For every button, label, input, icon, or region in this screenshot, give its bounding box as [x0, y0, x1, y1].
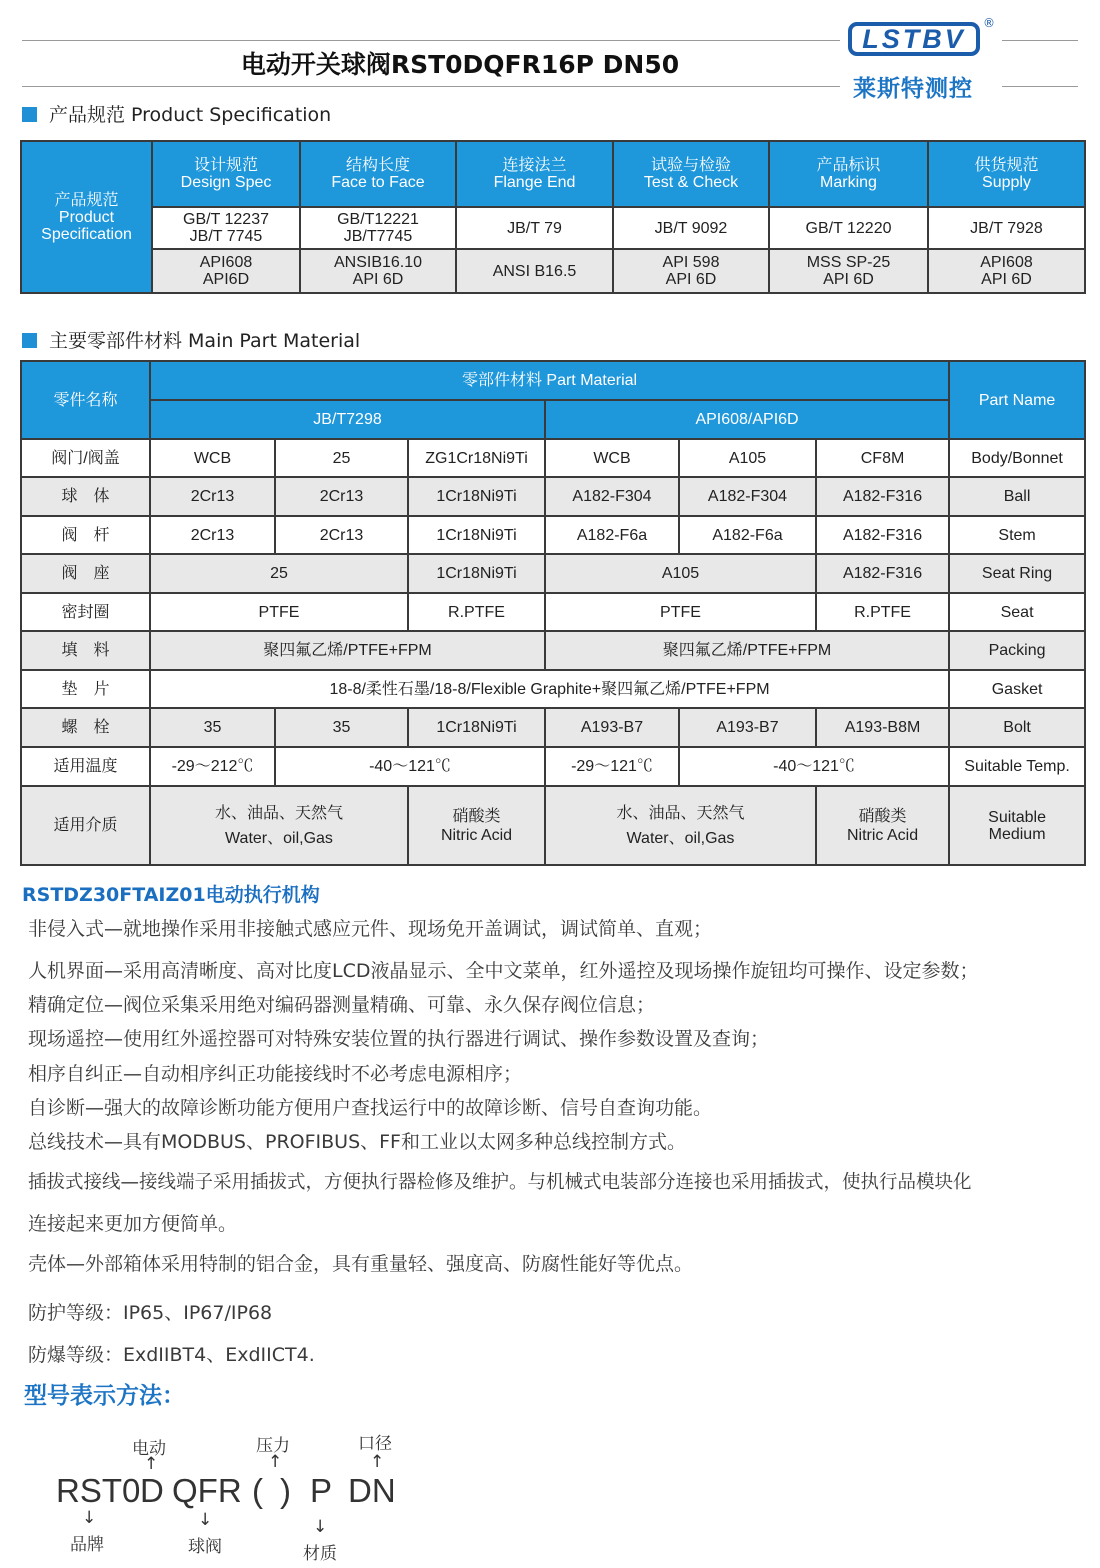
part-name-cn-header: 零件名称: [21, 361, 150, 439]
part-name-cn: 螺 栓: [21, 708, 150, 747]
feature-line: 插拔式接线—接线端子采用插拔式，方便执行器检修及维护。与机械式电装部分连接也采用插拔式，使执行品模块化: [28, 1172, 972, 1193]
material-cell: PTFE: [150, 593, 408, 631]
part-name-cn: 阀 杆: [21, 516, 150, 554]
spec-col-flange: 连接法兰 Flange End: [456, 141, 613, 207]
material-cell: 1Cr18Ni9Ti: [408, 516, 545, 554]
code-paren-open: (: [252, 1472, 263, 1509]
part-name-en: Seat Ring: [949, 554, 1085, 593]
material-cell: CF8M: [816, 439, 949, 477]
spec-cell: MSS SP-25 API 6D: [769, 249, 928, 293]
material-cell: ZG1Cr18Ni9Ti: [408, 439, 545, 477]
material-cell: A105: [679, 439, 816, 477]
material-cell: -40～121℃: [275, 747, 545, 786]
material-cell: 聚四氟乙烯/PTFE+FPM: [150, 631, 545, 670]
spec-cell: JB/T 79: [456, 207, 613, 249]
standard-api-header: API608/API6D: [545, 400, 949, 439]
material-cell: 水、油品、天然气 Water、oil,Gas: [545, 786, 816, 865]
spec-cell: GB/T12221 JB/T7745: [300, 207, 456, 249]
arrow-down-icon: ↓: [313, 1517, 328, 1537]
arrow-up-icon: ↑: [268, 1452, 283, 1472]
header-rule-right-bottom: [1002, 86, 1078, 87]
label-electric: 电动: [132, 1439, 166, 1459]
material-cell: 聚四氟乙烯/PTFE+FPM: [545, 631, 949, 670]
material-cell: A193-B8M: [816, 708, 949, 747]
material-section-heading: 主要零部件材料 Main Part Material: [22, 326, 360, 353]
material-cell: 35: [275, 708, 408, 747]
material-cell: WCB: [545, 439, 679, 477]
feature-line: 相序自纠正—自动相序纠正功能接线时不必考虑电源相序；: [28, 1063, 523, 1085]
table-row: [21, 477, 1085, 516]
arrow-down-icon: ↓: [198, 1510, 213, 1530]
part-name-en: Seat: [949, 593, 1085, 631]
part-name-cn: 填 料: [21, 631, 150, 670]
spec-col-marking: 产品标识 Marking: [769, 141, 928, 207]
part-name-en: Gasket: [949, 670, 1085, 708]
material-cell: 1Cr18Ni9Ti: [408, 554, 545, 593]
material-cell: 18-8/柔性石墨/18-8/Flexible Graphite+聚四氟乙烯/PTFE+FPM: [150, 670, 949, 708]
part-name-en: Suitable Temp.: [949, 747, 1085, 786]
part-material-header: 零部件材料 Part Material: [150, 361, 949, 400]
spec-cell: API608 API6D: [152, 249, 300, 293]
label-pressure: 压力: [256, 1436, 290, 1456]
part-name-en: Suitable Medium: [949, 786, 1085, 865]
page-title: 电动开关球阀RST0DQFR16P DN50: [240, 50, 680, 79]
table-row: [21, 593, 1085, 631]
label-brand: 品牌: [70, 1535, 104, 1555]
spec-cell: API 598 API 6D: [613, 249, 769, 293]
spec-cell: JB/T 9092: [613, 207, 769, 249]
material-cell: A193-B7: [679, 708, 816, 747]
table-row: [21, 631, 1085, 670]
square-bullet-icon: [22, 107, 37, 122]
material-cell: A193-B7: [545, 708, 679, 747]
feature-line: 非侵入式—就地操作采用非接触式感应元件、现场免开盖调试，调试简单、直观；: [28, 918, 713, 940]
part-name-en-header: Part Name: [949, 361, 1085, 439]
label-ball-valve: 球阀: [188, 1537, 222, 1557]
feature-line: 总线技术—具有MODBUS、PROFIBUS、FF和工业以太网多种总线控制方式。: [28, 1131, 686, 1153]
feature-line: 自诊断—强大的故障诊断功能方便用户查找运行中的故障诊断、信号自查询功能。: [28, 1097, 713, 1119]
material-cell: 25: [150, 554, 408, 593]
part-name-en: Body/Bonnet: [949, 439, 1085, 477]
feature-line: 人机界面—采用高清晰度、高对比度LCD液晶显示、全中文菜单，红外遥控及现场操作旋钮均可操作、设定参数；: [28, 960, 979, 982]
table-row: [21, 708, 1085, 747]
feature-line: 现场遥控—使用红外遥控器可对特殊安装位置的执行器进行调试、操作参数设置及查询；: [28, 1028, 770, 1050]
square-bullet-icon: [22, 333, 37, 348]
material-cell: A182-F304: [545, 477, 679, 516]
material-cell: -29～121℃: [545, 747, 679, 786]
model-code-title: 型号表示方法：: [24, 1383, 185, 1409]
material-cell: 硝酸类 Nitric Acid: [408, 786, 545, 865]
part-name-cn: 阀 座: [21, 554, 150, 593]
arrow-down-icon: ↓: [82, 1508, 97, 1528]
material-cell: PTFE: [545, 593, 816, 631]
arrow-up-icon: ↑: [144, 1454, 159, 1474]
material-cell: A182-F304: [679, 477, 816, 516]
spec-cell: API608 API 6D: [928, 249, 1085, 293]
part-name-en: Packing: [949, 631, 1085, 670]
table-row: [21, 554, 1085, 593]
material-cell: A182-F316: [816, 554, 949, 593]
table-row: [21, 786, 1085, 865]
header-rule-left: [22, 40, 840, 41]
explosion-rating: 防爆等级：ExdIIBT4、ExdIICT4.: [28, 1344, 315, 1366]
protection-rating: 防护等级：IP65、IP67/IP68: [28, 1302, 273, 1324]
material-cell: 25: [275, 439, 408, 477]
part-name-en: Ball: [949, 477, 1085, 516]
registered-mark: ®: [983, 16, 995, 30]
spec-col-face: 结构长度 Face to Face: [300, 141, 456, 207]
part-name-cn: 阀门/阀盖: [21, 439, 150, 477]
part-name-cn: 垫 片: [21, 670, 150, 708]
spec-cell: ANSIB16.10 API 6D: [300, 249, 456, 293]
material-cell: A182-F316: [816, 477, 949, 516]
part-name-en: Bolt: [949, 708, 1085, 747]
material-cell: WCB: [150, 439, 275, 477]
brand-name: 莱斯特测控: [853, 76, 973, 102]
actuator-title: RSTDZ30FTAIZ01电动执行机构: [22, 884, 320, 906]
material-cell: -40～121℃: [679, 747, 949, 786]
header-rule-right-top: [1002, 40, 1078, 41]
material-cell: R.PTFE: [816, 593, 949, 631]
part-name-cn: 球 体: [21, 477, 150, 516]
material-cell: 1Cr18Ni9Ti: [408, 708, 545, 747]
table-row: [21, 516, 1085, 554]
material-cell: A182-F6a: [679, 516, 816, 554]
spec-table: [20, 140, 1086, 294]
part-name-cn: 适用温度: [21, 747, 150, 786]
feature-line: 壳体—外部箱体采用特制的铝合金，具有重量轻、强度高、防腐性能好等优点。: [28, 1253, 694, 1275]
code-diameter: DN: [348, 1472, 396, 1509]
spec-cell: GB/T 12237 JB/T 7745: [152, 207, 300, 249]
material-table: [20, 360, 1086, 866]
spec-cell: GB/T 12220: [769, 207, 928, 249]
code-electric: D: [140, 1472, 164, 1509]
material-cell: 水、油品、天然气 Water、oil,Gas: [150, 786, 408, 865]
part-name-cn: 密封圈: [21, 593, 150, 631]
code-ball-valve: QFR: [172, 1472, 242, 1509]
header-rule-mid: [22, 86, 840, 87]
arrow-up-icon: ↑: [370, 1452, 385, 1472]
feature-line: 精确定位—阀位采集采用绝对编码器测量精确、可靠、永久保存阀位信息；: [28, 994, 656, 1016]
material-cell: R.PTFE: [408, 593, 545, 631]
spec-cell: ANSI B16.5: [456, 249, 613, 293]
table-row: [21, 670, 1085, 708]
part-name-cn: 适用介质: [21, 786, 150, 865]
material-cell: 2Cr13: [275, 516, 408, 554]
code-paren-close: ): [280, 1472, 291, 1509]
material-cell: 硝酸类 Nitric Acid: [816, 786, 949, 865]
material-cell: A182-F316: [816, 516, 949, 554]
material-cell: 2Cr13: [275, 477, 408, 516]
code-material: P: [310, 1472, 333, 1509]
feature-line: 连接起来更加方便简单。: [28, 1213, 238, 1235]
table-row: [21, 747, 1085, 786]
spec-col-test: 试验与检验 Test & Check: [613, 141, 769, 207]
label-material: 材质: [303, 1544, 337, 1564]
brand-logo: LSTBV: [848, 22, 980, 56]
spec-cell: JB/T 7928: [928, 207, 1085, 249]
label-diameter: 口径: [358, 1434, 392, 1454]
standard-jb-header: JB/T7298: [150, 400, 545, 439]
material-cell: A182-F6a: [545, 516, 679, 554]
code-brand: RST0: [56, 1472, 141, 1509]
part-name-en: Stem: [949, 516, 1085, 554]
spec-col-design: 设计规范 Design Spec: [152, 141, 300, 207]
table-row: [21, 439, 1085, 477]
spec-row-header: 产品规范 Product Specification: [21, 141, 152, 293]
material-cell: 2Cr13: [150, 516, 275, 554]
material-cell: 2Cr13: [150, 477, 275, 516]
material-cell: A105: [545, 554, 816, 593]
material-cell: 1Cr18Ni9Ti: [408, 477, 545, 516]
spec-section-heading: 产品规范 Product Specification: [22, 100, 331, 127]
material-cell: -29～212℃: [150, 747, 275, 786]
spec-col-supply: 供货规范 Supply: [928, 141, 1085, 207]
material-cell: 35: [150, 708, 275, 747]
